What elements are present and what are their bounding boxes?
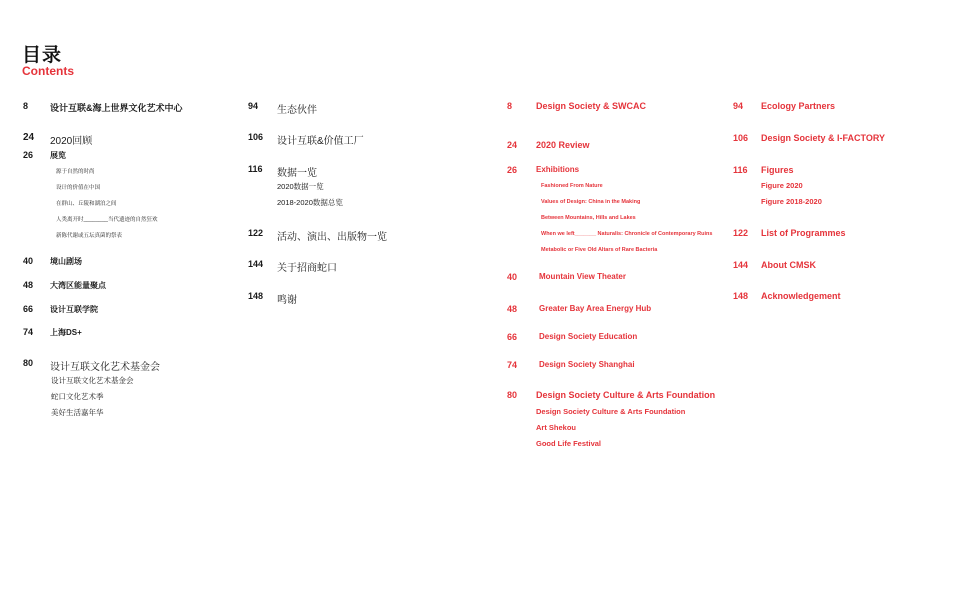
page-number: 80 [507, 390, 518, 400]
entry-title: 设计互联&价值工厂 [277, 136, 364, 147]
entry-title: Figures [761, 165, 794, 175]
entry-title: About CMSK [761, 260, 816, 270]
entry-title: Greater Bay Area Energy Hub [539, 304, 652, 313]
page-number: 122 [733, 228, 749, 238]
entry-title: 2020 Review [536, 140, 590, 150]
sub-entry[interactable]: 设计互联文化艺术基金会 [51, 376, 134, 385]
page-number: 74 [23, 327, 34, 337]
page-number: 106 [733, 133, 749, 143]
page-number: 8 [23, 101, 29, 111]
page-number: 66 [507, 332, 518, 342]
sub-entry[interactable]: Art Shekou [536, 423, 577, 432]
entry-title: 设计互联文化艺术基金会 [50, 362, 160, 373]
page-number: 144 [248, 259, 264, 269]
sub-entry[interactable]: Fashioned From Nature [541, 183, 603, 189]
page-number: 40 [507, 272, 518, 282]
page-number: 48 [507, 304, 518, 314]
page-number: 94 [733, 101, 744, 111]
toc-title-en: Contents [22, 64, 74, 78]
entry-title: 设计互联学院 [50, 305, 98, 314]
entry-title: Acknowledgement [761, 291, 841, 301]
page-number: 106 [248, 132, 264, 142]
entry-title: 活动、演出、出版物一览 [277, 232, 387, 243]
entry-title: Design Society & SWCAC [536, 101, 647, 111]
toc-title-cn: 目录 [22, 45, 63, 66]
sub-entry[interactable]: 2018-2020数据总览 [277, 198, 343, 207]
page-number: 74 [507, 360, 518, 370]
page-number: 148 [733, 291, 749, 301]
page-number: 26 [507, 165, 518, 175]
page-number: 80 [23, 358, 34, 368]
sub-entry[interactable]: 新陈代谢或五坛真菌的祭表 [56, 233, 123, 239]
page-number: 116 [248, 164, 263, 174]
entry-title: 展览 [50, 151, 66, 160]
entry-title: 2020回顾 [50, 136, 93, 147]
entry-title: 生态伙伴 [277, 105, 317, 116]
page-number: 144 [733, 260, 749, 270]
sub-entry[interactable]: Metabolic or Five Old Altars of Rare Bacteria [541, 247, 658, 253]
page-number: 24 [507, 140, 518, 150]
sub-entry[interactable]: 蛇口文化艺术季 [51, 392, 104, 401]
sub-entry[interactable]: Figure 2020 [761, 181, 803, 190]
page-number: 116 [733, 165, 748, 175]
entry-title: Ecology Partners [761, 101, 836, 111]
entry-title: Design Society Education [539, 332, 638, 341]
page-number: 66 [23, 304, 34, 314]
sub-entry[interactable]: 在群山、丘陵和湖泊之间 [56, 201, 117, 207]
entry-title: 大湾区能量聚点 [50, 281, 106, 290]
page-number: 8 [507, 101, 513, 111]
sub-entry[interactable]: Figure 2018-2020 [761, 197, 822, 206]
page-number: 94 [248, 101, 259, 111]
sub-entry[interactable]: 美好生活嘉年华 [51, 408, 104, 417]
page-number: 148 [248, 291, 264, 301]
entry-title: 设计互联&海上世界文化艺术中心 [50, 103, 183, 113]
sub-entry[interactable]: Between Mountains, Hills and Lakes [541, 215, 636, 221]
sub-entry[interactable]: 2020数据一览 [277, 182, 324, 191]
entry-title: Mountain View Theater [539, 272, 626, 281]
sub-entry[interactable]: 源于自然的时尚 [56, 169, 95, 175]
sub-entry[interactable]: When we left_______ Naturalis: Chronicle of Contemporary Ruins [541, 231, 713, 237]
entry-title: 关于招商蛇口 [277, 263, 337, 274]
entry-title: Exhibitions [536, 165, 580, 174]
page-number: 122 [248, 228, 264, 238]
entry-title: Design Society & I-FACTORY [761, 133, 886, 143]
sub-entry[interactable]: 设计的价值在中国 [56, 185, 101, 191]
entry-title: 境山剧场 [50, 257, 82, 266]
sub-entry[interactable]: Values of Design: China in the Making [541, 199, 641, 205]
sub-entry[interactable]: Design Society Culture & Arts Foundation [536, 407, 686, 416]
entry-title: 上海DS+ [50, 328, 82, 337]
entry-title: Design Society Shanghai [539, 360, 635, 369]
entry-title: Design Society Culture & Arts Foundation [536, 390, 716, 400]
page-number: 26 [23, 150, 34, 160]
sub-entry[interactable]: 人类离开时________当代遗迹的自然狂欢 [56, 217, 158, 223]
entry-title: 鸣谢 [277, 295, 297, 306]
sub-entry[interactable]: Good Life Festival [536, 439, 602, 448]
page-number: 24 [23, 132, 35, 143]
page-number: 40 [23, 256, 34, 266]
entry-title: List of Programmes [761, 228, 846, 238]
entry-title: 数据一览 [277, 168, 317, 179]
page-number: 48 [23, 280, 34, 290]
